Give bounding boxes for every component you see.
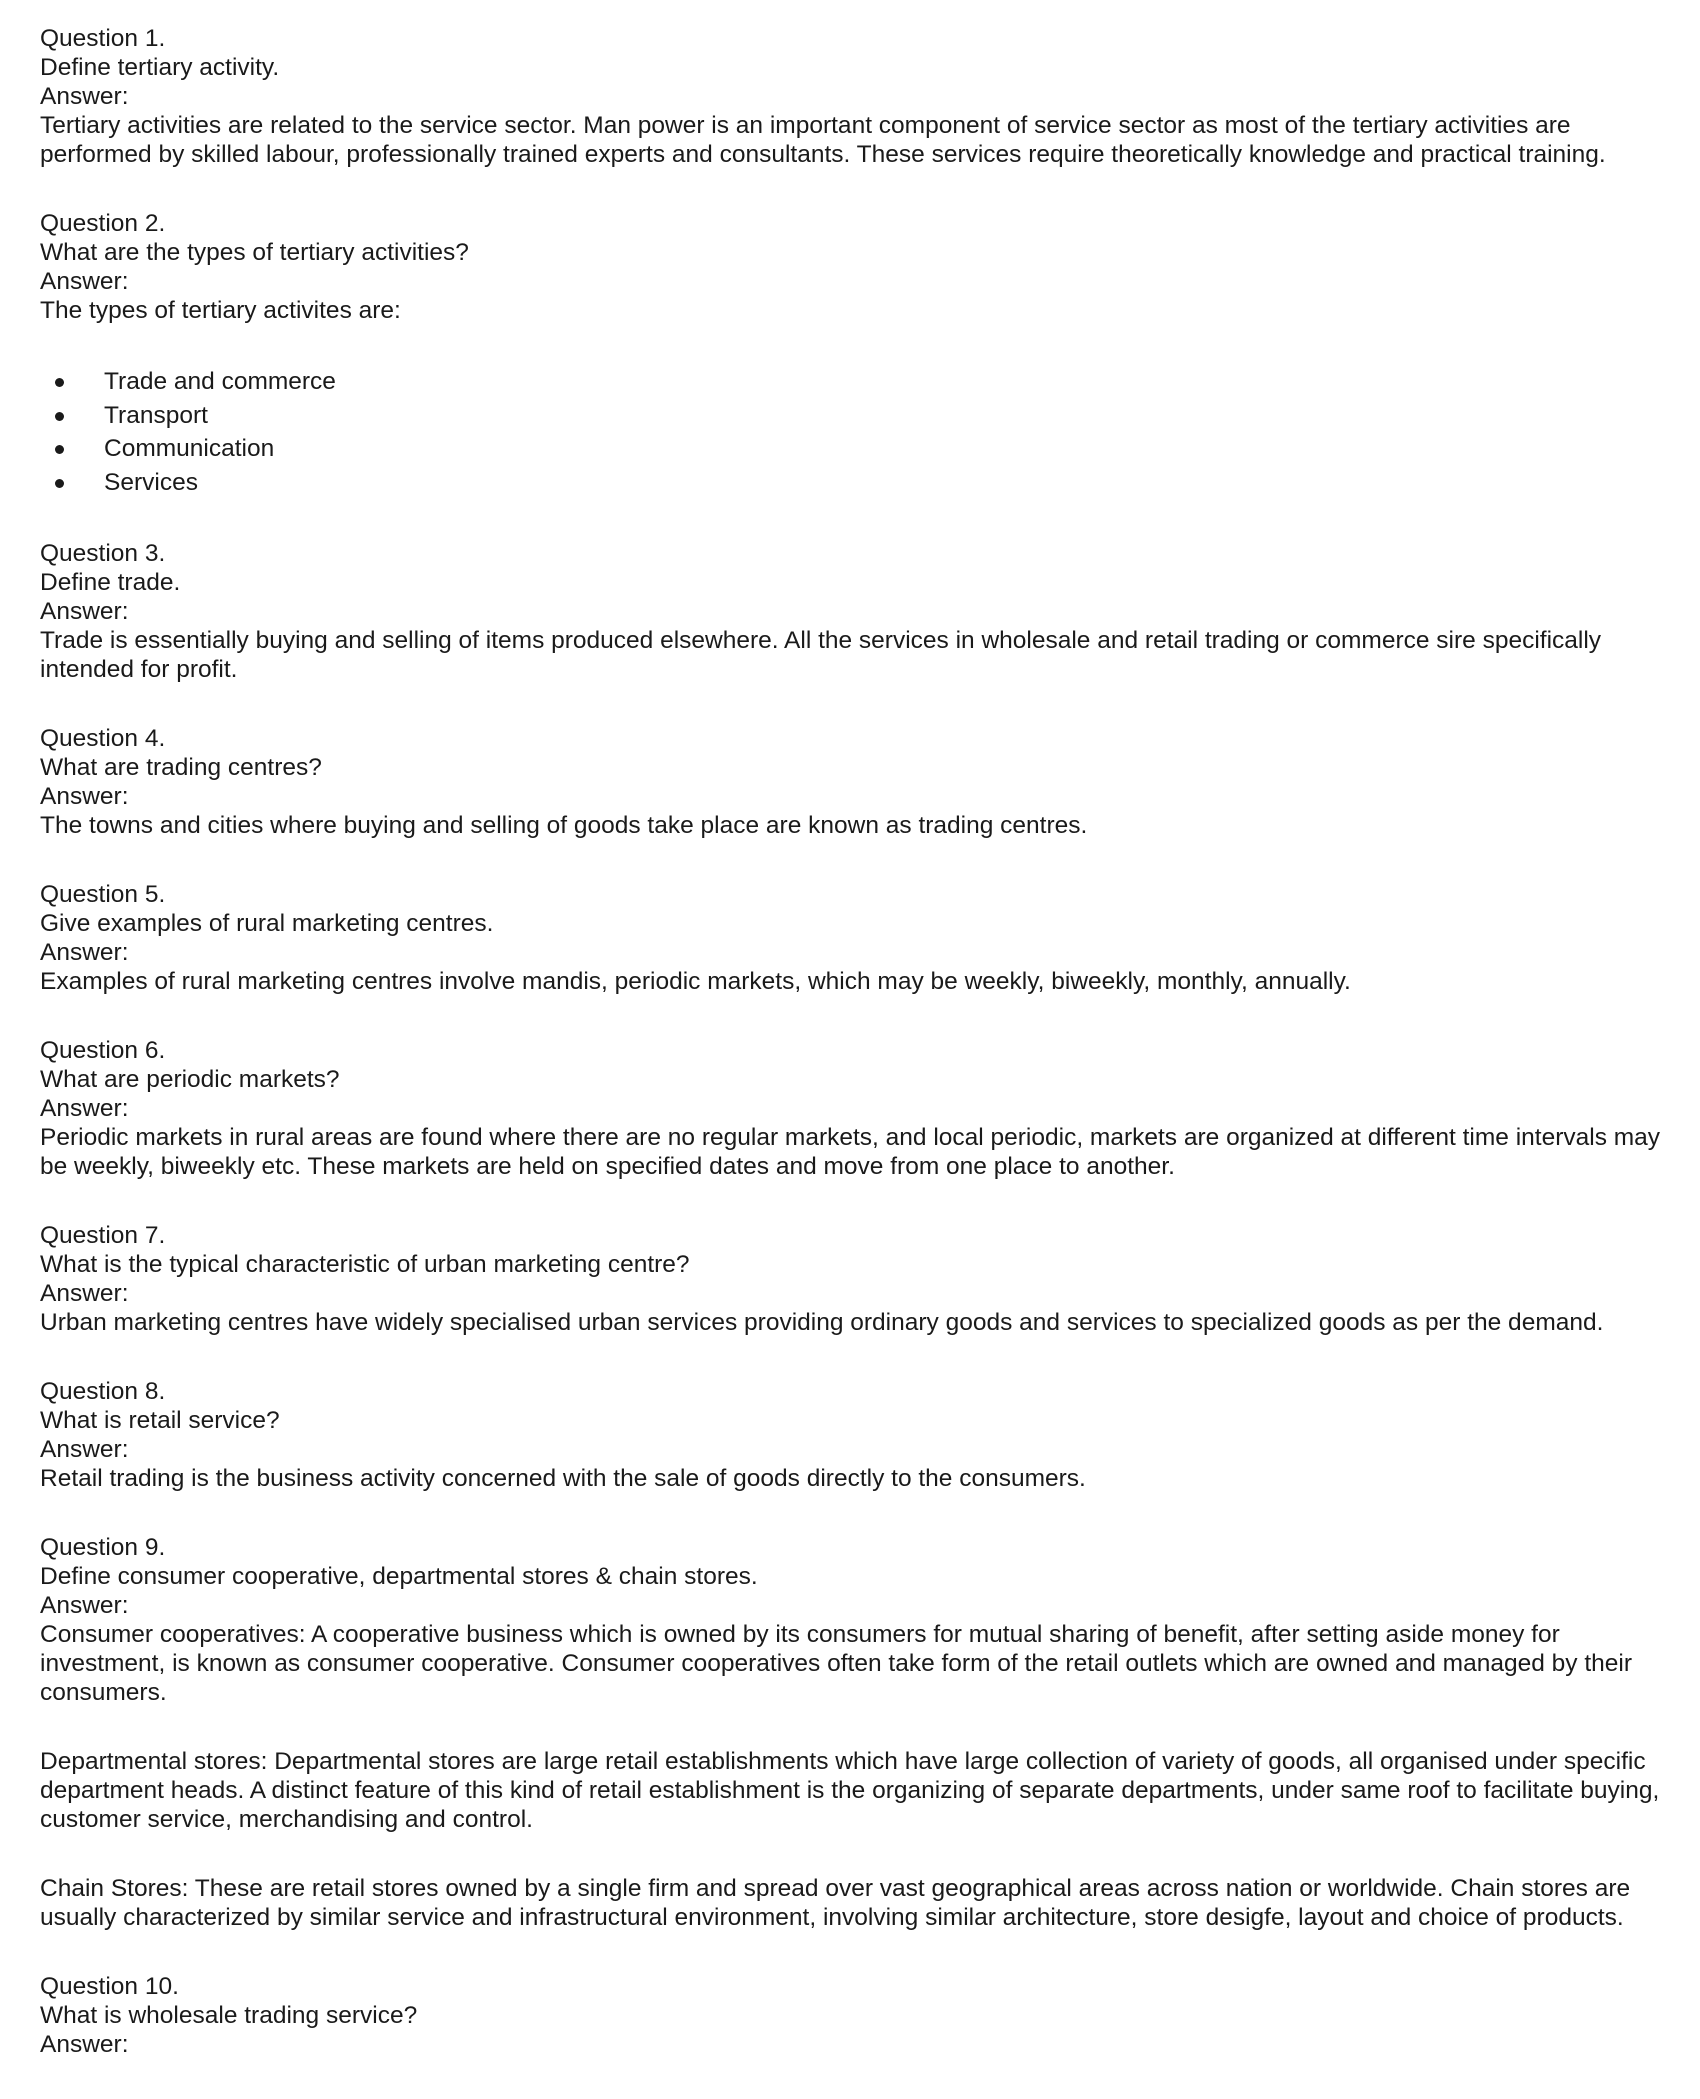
answer-label: Answer: <box>40 1436 129 1463</box>
qa-block-5 <box>40 880 1670 996</box>
list-item-label: Transport <box>104 401 208 429</box>
answer-paragraph: Consumer cooperatives: A cooperative business which is owned by its consumers for mutual sharing of benefit, after setting aside money for investment, is known as consumer cooperative. Consumer cooperatives often take form of the retail outlets which are owned and managed by their consumers. <box>40 1621 1632 1706</box>
answer-paragraph: Departmental stores: Departmental stores are large retail establishments which have large collection of variety of goods, all organised under specific department heads. A distinct feature of this kind of retail establishment is the organizing of separate departments, under same roof to facilitate buying, customer service, merchandising and control. <box>40 1748 1660 1833</box>
list-item-label: Communication <box>104 435 275 462</box>
question-text: What are the types of tertiary activities? <box>40 239 469 266</box>
answer-paragraph: Urban marketing centres have widely specialised urban services providing ordinary goods and services to specialized goods as per the demand. <box>40 1309 1604 1336</box>
question-number: Question 7. <box>40 1222 166 1249</box>
answer-label: Answer: <box>40 939 129 966</box>
question-text: What are trading centres? <box>40 754 322 781</box>
list-item-label: Trade and commerce <box>104 368 336 395</box>
question-text: Define tertiary activity. <box>40 54 280 81</box>
document-body <box>40 24 1670 2099</box>
answer-paragraph: Tertiary activities are related to the service sector. Man power is an important component of service sector as most of the tertiary activities are performed by skilled labour, professionally trained experts and consultants. These services require theoretically knowledge and practical training. <box>40 112 1606 168</box>
question-text: What is wholesale trading service? <box>40 2002 418 2029</box>
answer-label: Answer: <box>40 83 129 110</box>
question-number: Question 3. <box>40 540 166 567</box>
bullet-icon <box>55 445 64 454</box>
answer-paragraph: Retail trading is the business activity concerned with the sale of goods directly to the consumers. <box>40 1465 1086 1492</box>
list-item <box>40 432 1670 466</box>
answer-paragraph: The towns and cities where buying and selling of goods take place are known as trading centres. <box>40 812 1088 839</box>
bullet-list <box>40 365 1670 499</box>
question-number: Question 2. <box>40 210 166 237</box>
qa-block-1 <box>40 24 1670 169</box>
bullet-icon <box>55 378 64 387</box>
qa-block-9 <box>40 1533 1670 1932</box>
qa-block-2 <box>40 209 1670 499</box>
question-number: Question 8. <box>40 1378 166 1405</box>
answer-label: Answer: <box>40 1280 129 1307</box>
answer-paragraph: Examples of rural marketing centres involve mandis, periodic markets, which may be weekly, biweekly, monthly, annually. <box>40 968 1351 995</box>
question-number: Question 6. <box>40 1037 166 1064</box>
question-number: Question 4. <box>40 725 166 752</box>
question-number: Question 1. <box>40 25 166 52</box>
question-text: Give examples of rural marketing centres. <box>40 910 494 937</box>
answer-paragraph: Periodic markets in rural areas are found where there are no regular markets, and local periodic, markets are organized at different time intervals may be weekly, biweekly etc. These markets are held on specified dates and move from one place to another. <box>40 1124 1661 1180</box>
question-number: Question 10. <box>40 1973 179 2000</box>
qa-block-4 <box>40 724 1670 840</box>
list-item <box>40 466 1670 500</box>
answer-label: Answer: <box>40 1592 129 1619</box>
qa-block-3 <box>40 539 1670 684</box>
qa-block-8 <box>40 1377 1670 1493</box>
question-number: Question 5. <box>40 881 166 908</box>
answer-label: Answer: <box>40 783 129 810</box>
question-text: What are periodic markets? <box>40 1066 340 1093</box>
question-text: Define consumer cooperative, departmental stores & chain stores. <box>40 1563 758 1590</box>
list-item <box>40 365 1670 399</box>
qa-block-6 <box>40 1036 1670 1181</box>
answer-label: Answer: <box>40 268 129 295</box>
bullet-icon <box>55 479 64 488</box>
bullet-icon <box>55 412 64 421</box>
list-item <box>40 399 1670 433</box>
question-text: What is retail service? <box>40 1407 280 1434</box>
question-text: Define trade. <box>40 569 181 596</box>
question-number: Question 9. <box>40 1534 166 1561</box>
qa-block-7 <box>40 1221 1670 1337</box>
answer-label: Answer: <box>40 2031 129 2058</box>
list-item-label: Services <box>104 468 198 496</box>
answer-paragraph: The types of tertiary activites are: <box>40 297 401 324</box>
answer-label: Answer: <box>40 1095 129 1122</box>
answer-paragraph: Chain Stores: These are retail stores owned by a single firm and spread over vast geographical areas across nation or worldwide. Chain stores are usually characterized by similar service and infrastructural environment, involving similar architecture, store desigfe, layout and choice of products. <box>40 1875 1631 1931</box>
answer-paragraph: Trade is essentially buying and selling of items produced elsewhere. All the services in wholesale and retail trading or commerce sire specifically intended for profit. <box>40 627 1602 683</box>
answer-label: Answer: <box>40 598 129 625</box>
question-text: What is the typical characteristic of urban marketing centre? <box>40 1251 690 1278</box>
qa-block-10 <box>40 1972 1670 2059</box>
